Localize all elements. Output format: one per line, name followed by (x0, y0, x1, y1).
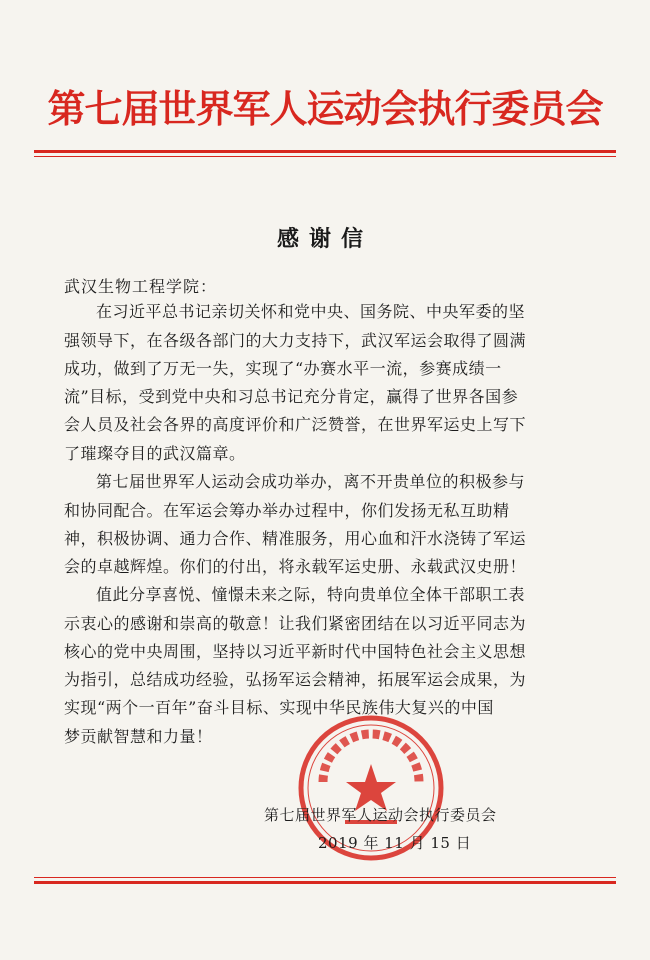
footer-rule-thick (34, 881, 616, 884)
body-line: 为指引，总结成功经验，弘扬军运会精神，拓展军运会成果，为 (64, 670, 527, 689)
body-line: 实现“两个一百年”奋斗目标、实现中华民族伟大复兴的中国 (64, 698, 494, 717)
body-line: 第七届世界军人运动会成功举办，离不开贵单位的积极参与 (96, 472, 526, 491)
signoff-date: 2019 年 11 月 15 日 (318, 834, 472, 852)
body-line: 和协同配合。在军运会筹办举办过程中，你们发扬无私互助精 (64, 501, 510, 520)
letter-salutation: 武汉生物工程学院： (64, 277, 218, 296)
body-line: 梦贡献智慧和力量！ (64, 727, 213, 746)
body-line: 成功，做到了万无一失，实现了“办赛水平一流，参赛成绩一 (64, 359, 502, 378)
body-line: 了璀璨夺目的武汉篇章。 (64, 444, 246, 463)
body-line: 示衷心的感谢和崇高的敬意！让我们紧密团结在以习近平同志为 (64, 614, 527, 633)
body-line: 会的卓越辉煌。你们的付出，将永载军运史册、永载武汉史册！ (64, 557, 527, 576)
letterhead-title: 第七届世界军人运动会执行委员会 (47, 86, 603, 131)
body-line: 神，积极协调、通力合作、精准服务，用心血和汗水浇铸了军运 (64, 529, 527, 548)
body-line: 流”目标，受到党中央和习总书记充分肯定，赢得了世界各国参 (64, 387, 519, 406)
letterhead-rule-thin (34, 156, 616, 157)
body-line: 强领导下，在各级各部门的大力支持下，武汉军运会取得了圆满 (64, 331, 527, 350)
footer-rule-thin (34, 877, 616, 878)
signoff-organization: 第七届世界军人运动会执行委员会 (264, 806, 497, 824)
body-line: 值此分享喜悦、憧憬未来之际，特向贵单位全体干部职工表 (96, 585, 526, 604)
letterhead-rule-thick (34, 150, 616, 153)
body-line: 会人员及社会各界的高度评价和广泛赞誉，在世界军运史上写下 (64, 415, 527, 434)
body-line: 在习近平总书记亲切关怀和党中央、国务院、中央军委的坚 (96, 302, 526, 321)
body-line: 核心的党中央周围，坚持以习近平新时代中国特色社会主义思想 (64, 642, 527, 661)
letter-title: 感谢信 (276, 226, 373, 252)
